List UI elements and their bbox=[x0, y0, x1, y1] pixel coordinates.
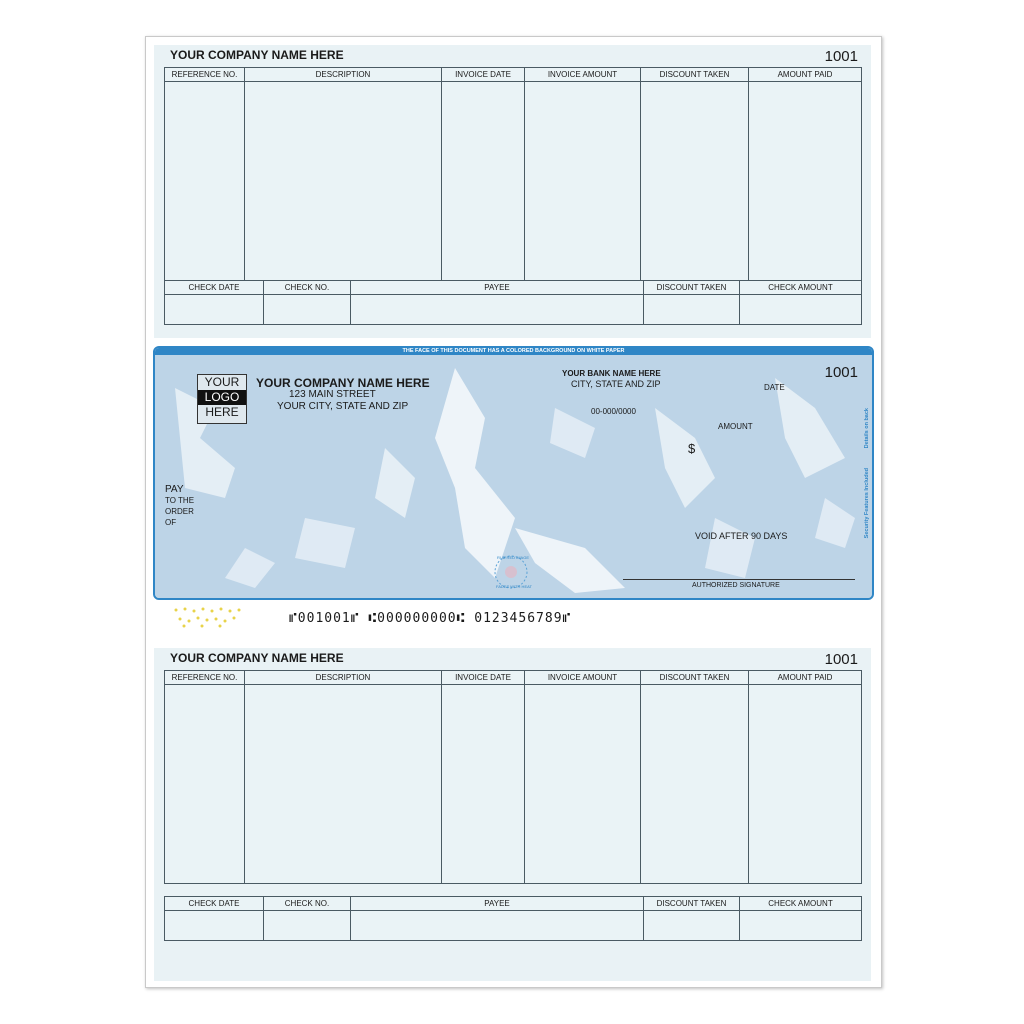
logo-line: HERE bbox=[205, 405, 239, 419]
stub-company-name: YOUR COMPANY NAME HERE bbox=[170, 651, 344, 665]
col-check-amount: CHECK AMOUNT bbox=[740, 897, 862, 911]
col-reference-no: REFERENCE NO. bbox=[165, 671, 245, 685]
col-check-no: CHECK NO. bbox=[264, 897, 351, 911]
col-check-date: CHECK DATE bbox=[165, 897, 264, 911]
col-amount-paid: AMOUNT PAID bbox=[749, 671, 862, 685]
table-cell bbox=[644, 295, 740, 325]
col-reference-no: REFERENCE NO. bbox=[165, 68, 245, 82]
col-payee: PAYEE bbox=[351, 897, 644, 911]
col-invoice-amount: INVOICE AMOUNT bbox=[525, 671, 641, 685]
company-address-1: 123 MAIN STREET bbox=[289, 389, 376, 400]
col-check-date: CHECK DATE bbox=[165, 281, 264, 295]
signature-line bbox=[623, 579, 855, 580]
col-payee: PAYEE bbox=[351, 281, 644, 295]
table-cell bbox=[165, 911, 264, 941]
table-cell bbox=[165, 685, 245, 884]
routing-fraction: 00-000/0000 bbox=[591, 407, 636, 416]
summary-table bbox=[164, 280, 862, 325]
stub-check-number: 1001 bbox=[824, 48, 858, 65]
col-discount-taken: DISCOUNT TAKEN bbox=[644, 281, 740, 295]
order-line: OF bbox=[165, 518, 177, 527]
col-invoice-date: INVOICE DATE bbox=[442, 68, 525, 82]
table-cell bbox=[442, 685, 525, 884]
pay-label: PAY bbox=[165, 484, 184, 495]
table-cell bbox=[641, 82, 749, 281]
col-check-no: CHECK NO. bbox=[264, 281, 351, 295]
table-cell bbox=[644, 911, 740, 941]
invoice-table bbox=[164, 670, 862, 884]
side-text-details: Details on back bbox=[864, 408, 870, 449]
seal-text-bottom: FADES WITH HEAT bbox=[496, 584, 532, 589]
table-cell bbox=[641, 685, 749, 884]
signature-label: AUTHORIZED SIGNATURE bbox=[692, 582, 780, 589]
invoice-table bbox=[164, 67, 862, 281]
logo-placeholder bbox=[197, 374, 247, 424]
summary-table bbox=[164, 896, 862, 941]
col-discount-taken: DISCOUNT TAKEN bbox=[641, 671, 749, 685]
table-cell bbox=[740, 911, 862, 941]
table-cell bbox=[245, 685, 442, 884]
col-invoice-amount: INVOICE AMOUNT bbox=[525, 68, 641, 82]
stub-check-number: 1001 bbox=[824, 651, 858, 668]
dollar-sign: $ bbox=[688, 441, 696, 456]
amount-label: AMOUNT bbox=[718, 422, 753, 431]
security-banner: THE FACE OF THIS DOCUMENT HAS A COLORED BACKGROUND ON WHITE PAPER bbox=[155, 348, 872, 355]
table-cell bbox=[165, 295, 264, 325]
bank-city: CITY, STATE AND ZIP bbox=[571, 379, 661, 389]
hologram-foil bbox=[171, 605, 251, 629]
check-sheet bbox=[145, 36, 882, 988]
col-amount-paid: AMOUNT PAID bbox=[749, 68, 862, 82]
stub-company-name: YOUR COMPANY NAME HERE bbox=[170, 48, 344, 62]
col-check-amount: CHECK AMOUNT bbox=[740, 281, 862, 295]
table-cell bbox=[525, 82, 641, 281]
table-cell bbox=[740, 295, 862, 325]
table-cell bbox=[351, 911, 644, 941]
order-line: TO THE bbox=[165, 496, 195, 505]
col-discount-taken: DISCOUNT TAKEN bbox=[641, 68, 749, 82]
check-face bbox=[153, 346, 874, 600]
company-address-2: YOUR CITY, STATE AND ZIP bbox=[277, 401, 409, 412]
table-cell bbox=[245, 82, 442, 281]
col-description: DESCRIPTION bbox=[245, 68, 442, 82]
col-invoice-date: INVOICE DATE bbox=[442, 671, 525, 685]
col-discount-taken: DISCOUNT TAKEN bbox=[644, 897, 740, 911]
company-name: YOUR COMPANY NAME HERE bbox=[256, 376, 430, 390]
bottom-stub bbox=[154, 648, 871, 981]
side-text-security: Security Features Included bbox=[864, 468, 870, 539]
seal-text-top: RUB RED IMAGE bbox=[497, 555, 530, 560]
table-cell bbox=[442, 82, 525, 281]
micr-line: ⑈001001⑈ ⑆000000000⑆ 0123456789⑈ bbox=[289, 611, 572, 626]
bank-name: YOUR BANK NAME HERE bbox=[562, 369, 661, 378]
table-cell bbox=[165, 82, 245, 281]
check-number: 1001 bbox=[824, 364, 858, 381]
order-label bbox=[165, 495, 194, 528]
logo-line: YOUR bbox=[204, 375, 240, 389]
table-cell bbox=[749, 685, 862, 884]
table-cell bbox=[264, 911, 351, 941]
void-notice: VOID AFTER 90 DAYS bbox=[695, 531, 788, 541]
logo-line: LOGO bbox=[198, 390, 246, 405]
col-description: DESCRIPTION bbox=[245, 671, 442, 685]
top-stub bbox=[154, 45, 871, 338]
table-cell bbox=[525, 685, 641, 884]
date-label: DATE bbox=[764, 383, 785, 392]
table-cell bbox=[351, 295, 644, 325]
order-line: ORDER bbox=[165, 507, 194, 516]
table-cell bbox=[264, 295, 351, 325]
table-cell bbox=[749, 82, 862, 281]
